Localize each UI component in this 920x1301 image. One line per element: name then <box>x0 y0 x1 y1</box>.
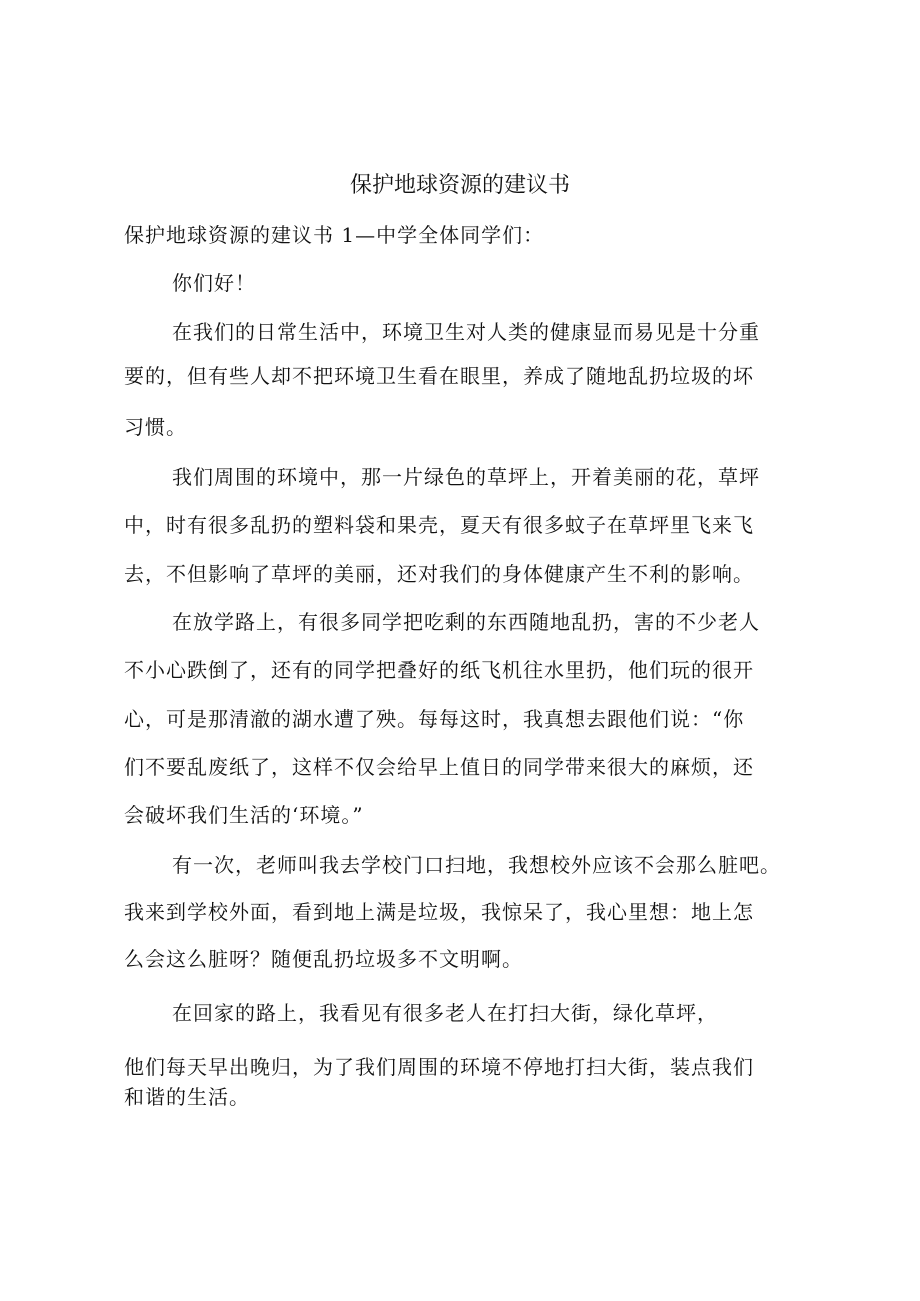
paragraph-3-line-4: 们不要乱废纸了，这样不仅会给早上值日的同学带来很大的麻烦，还 <box>124 755 754 779</box>
document-subheading: 保护地球资源的建议书 1—中学全体同学们： <box>124 223 545 247</box>
paragraph-3-line-3: 心，可是那清澈的湖水遭了殃。每每这时，我真想去跟他们说：“你 <box>124 707 745 731</box>
page-title: 保护地球资源的建议书 <box>349 173 570 198</box>
paragraph-3-line-2: 不小心跌倒了，还有的同学把叠好的纸飞机往水里扔，他们玩的很开 <box>124 658 754 682</box>
paragraph-4-line-2: 我来到学校外面，看到地上满是垃圾，我惊呆了，我心里想：地上怎 <box>124 900 754 924</box>
greeting: 你们好！ <box>172 271 256 295</box>
paragraph-5-line-3: 和谐的生活。 <box>124 1085 250 1109</box>
paragraph-2-line-3: 去，不但影响了草坪的美丽，还对我们的身体健康产生不利的影响。 <box>124 562 754 586</box>
paragraph-4-line-1: 有一次，老师叫我去学校门口扫地，我想校外应该不会那么脏吧。 <box>172 853 781 877</box>
paragraph-2-line-1: 我们周围的环境中，那一片绿色的草坪上，开着美丽的花，草坪 <box>172 465 760 489</box>
paragraph-5-line-2: 他们每天早出晚归，为了我们周围的环境不停地打扫大街，装点我们 <box>124 1055 754 1079</box>
paragraph-3-line-1: 在放学路上，有很多同学把吃剩的东西随地乱扔，害的不少老人 <box>172 610 760 634</box>
paragraph-1-line-1: 在我们的日常生活中，环境卫生对人类的健康显而易见是十分重 <box>172 320 760 344</box>
paragraph-1-line-3: 习惯。 <box>124 415 187 439</box>
paragraph-1-line-2: 要的，但有些人却不把环境卫生看在眼里，养成了随地乱扔垃圾的坏 <box>124 364 754 388</box>
paragraph-4-line-3: 么会这么脏呀？随便乱扔垃圾多不文明啊。 <box>124 947 523 971</box>
paragraph-5-line-1: 在回家的路上，我看见有很多老人在打扫大街，绿化草坪， <box>172 1001 718 1025</box>
paragraph-2-line-2: 中，时有很多乱扔的塑料袋和果壳，夏天有很多蚊子在草坪里飞来飞 <box>124 513 754 537</box>
paragraph-3-line-5: 会破坏我们生活的‘环境。” <box>124 803 364 827</box>
